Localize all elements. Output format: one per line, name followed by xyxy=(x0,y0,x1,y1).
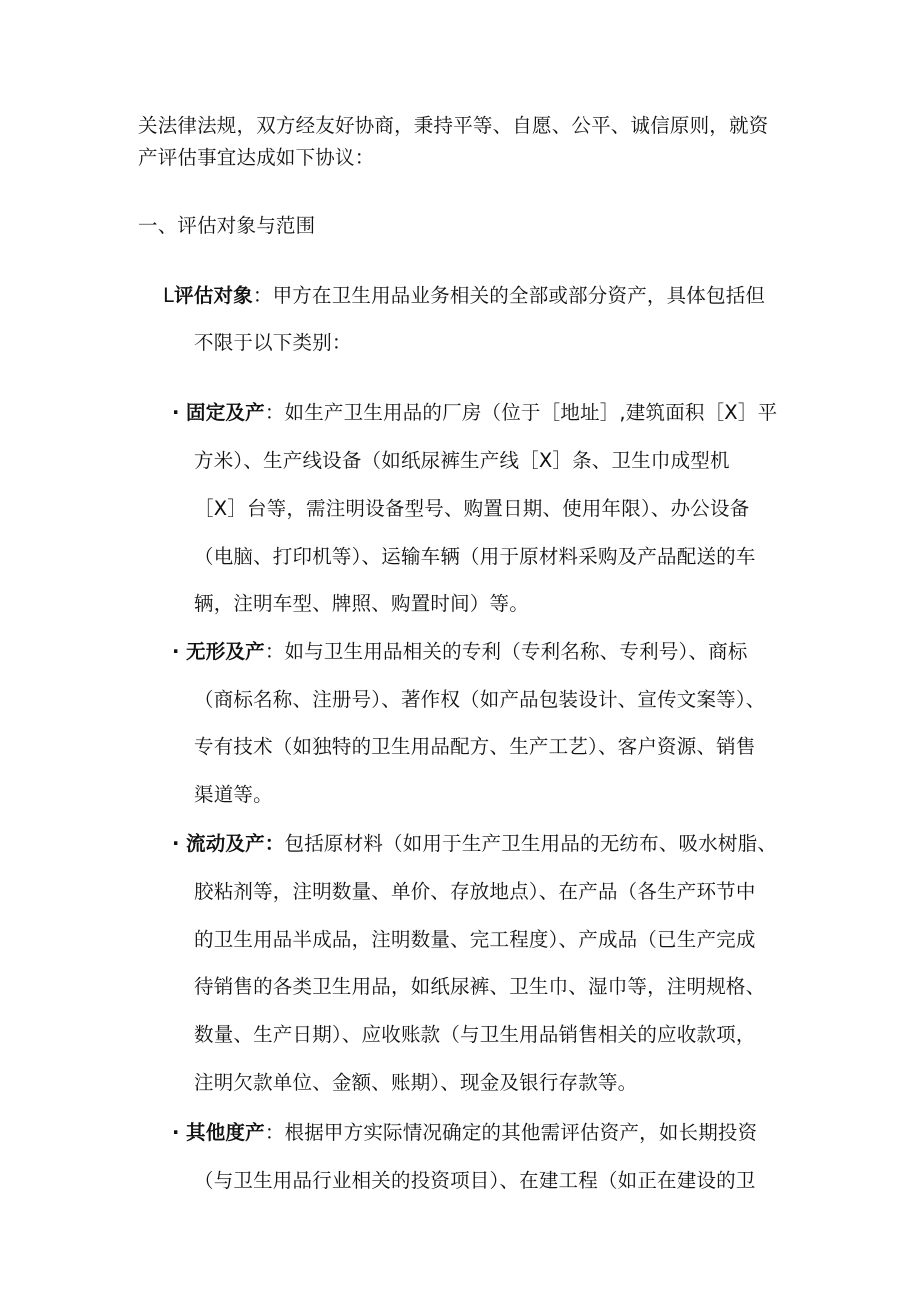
bullet-fixed-line-5: 辆，注明车型、牌照、购置时间）等。 xyxy=(194,592,529,615)
bullet-dot-icon: · xyxy=(172,832,180,855)
bullet-dot-icon: · xyxy=(172,401,180,424)
bullet-dot-icon: · xyxy=(172,1121,180,1144)
bullet-fixed-line-1 xyxy=(172,401,777,425)
bullet-current-line-3: 的卫生用品半成品，注明数量、完工程度）、产成品（已生产完成 xyxy=(194,928,756,951)
bullet-intangible-line-1 xyxy=(172,640,748,664)
bullet-intangible-line-3: 专有技术（如独特的卫生用品配方、生产工艺）、客户资源、销售 xyxy=(194,735,756,758)
section-heading: 一、评估对象与范围 xyxy=(138,214,316,237)
bullet-other-line-2: （与卫生用品行业相关的投资项目）、在建工程（如正在建设的卫 xyxy=(194,1169,756,1192)
bullet-fixed-label: 固定及产 xyxy=(186,401,265,424)
bullet-current-line-2: 胶粘剂等，注明数量、单价、存放地点）、在产品（各生产环节中 xyxy=(194,880,756,903)
bullet-current-text: 包括原材料（如用于生产卫生用品的无纺布、吸水树脂、 xyxy=(284,832,778,855)
bullet-other-line-1 xyxy=(172,1121,757,1145)
item1-text: ：甲方在卫生用品业务相关的全部或部分资产，具体包括但 xyxy=(252,284,766,307)
item1-marker: L xyxy=(163,284,175,307)
intro-line-1: 关法律法规，双方经友好协商，秉持平等、自愿、公平、诚信原则，就资 xyxy=(138,114,769,137)
bullet-intangible-text: ：如与卫生用品相关的专利（专利名称、专利号）、商标 xyxy=(264,640,748,663)
intro-line-2: 产评估事宜达成如下协议： xyxy=(138,146,375,169)
item1-line-2: 不限于以下类别： xyxy=(194,331,352,354)
bullet-current-line-1 xyxy=(172,832,777,856)
bullet-fixed-text: ：如生产卫生用品的厂房（位于［地址］,建筑面积［X］平 xyxy=(264,401,778,424)
bullet-fixed-line-2: 方米）、生产线设备（如纸尿裤生产线［X］条、卫生巾成型机 xyxy=(194,449,730,472)
bullet-current-line-6: 注明欠款单位、金额、账期）、现金及银行存款等。 xyxy=(194,1071,638,1094)
bullet-intangible-label: 无形及产 xyxy=(186,640,265,663)
bullet-other-text: ：根据甲方实际情况确定的其他需评估资产，如长期投资 xyxy=(264,1121,758,1144)
bullet-other-label: 其他度产 xyxy=(186,1121,265,1144)
bullet-fixed-line-4: （电脑、打印机等）、运输车辆（用于原材料采购及产品配送的车 xyxy=(194,545,756,568)
bullet-current-line-4: 待销售的各类卫生用品，如纸尿裤、卫生巾、湿巾等，注明规格、 xyxy=(194,975,766,998)
bullet-intangible-line-4: 渠道等。 xyxy=(194,783,273,806)
bullet-current-label: 流动及产： xyxy=(186,832,285,855)
bullet-intangible-line-2: （商标名称、注册号）、著作权（如产品包装设计、宣传文案等）、 xyxy=(194,688,766,711)
bullet-dot-icon: · xyxy=(172,640,180,663)
bullet-current-line-5: 数量、生产日期）、应收账款（与卫生用品销售相关的应收款项， xyxy=(194,1023,756,1046)
item1-label: 评估对象 xyxy=(174,284,253,307)
bullet-fixed-line-3: ［X］台等，需注明设备型号、购置日期、使用年限）、办公设备 xyxy=(194,497,750,520)
item1-line-1 xyxy=(163,284,765,308)
